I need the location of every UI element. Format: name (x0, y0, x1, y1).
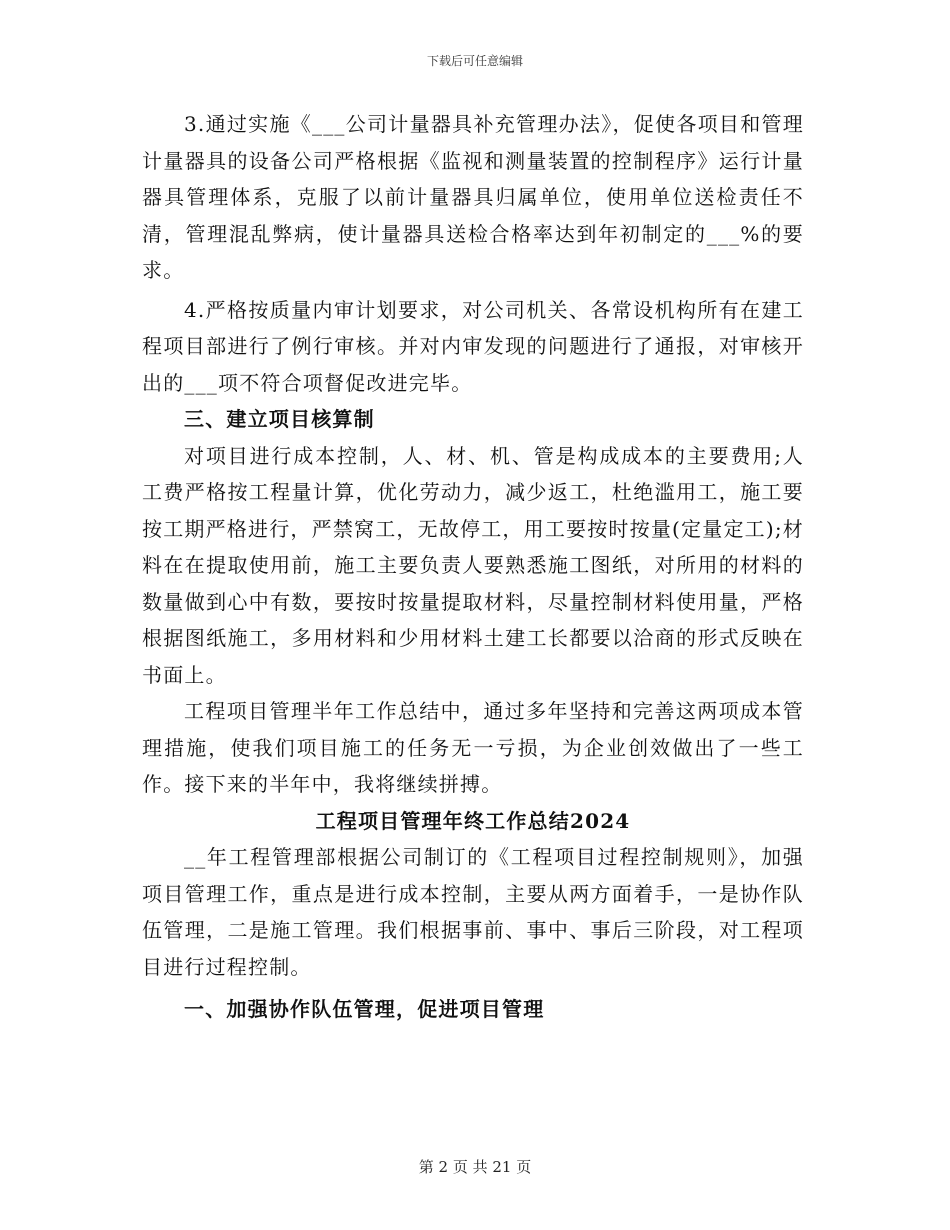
page-header: 下载后可任意编辑 (426, 54, 523, 68)
document-body (142, 106, 804, 1028)
paragraph-cost-control: 对项目进行成本控制，人、材、机、管是构成成本的主要费用;人工费严格按工程量计算，优化劳动力，减少返工，杜绝滥用工，施工要按工期严格进行，严禁窝工，无故停工，用工要按时按量(定量定工);材料在在提取使用前，施工主要负责人要熟悉施工图纸，对所用的材料的数量做到心中有数，要按时按量提取材料，尽量控制材料使用量，严格根据图纸施工，多用材料和少用材料土建工长都要以洽商的形式反映在书面上。 (142, 443, 804, 687)
section-heading-3: 三、建立项目核算制 (184, 407, 375, 431)
document-title: 工程项目管理年终工作总结2024 (315, 808, 631, 833)
page-footer: 第 2 页 共 21 页 (418, 1158, 532, 1176)
section-heading-1: 一、加强协作队伍管理，促进项目管理 (184, 997, 545, 1021)
paragraph-item-3: 3.通过实施《___公司计量器具补充管理办法》，促使各项目和管理计量器具的设备公司严格根据《监视和测量装置的控制程序》运行计量器具管理体系，克服了以前计量器具归属单位，使用单位送检责任不清，管理混乱弊病，使计量器具送检合格率达到年初制定的___%的要求。 (142, 112, 804, 282)
paragraph-item-4: 4.严格按质量内审计划要求，对公司机关、各常设机构所有在建工程项目部进行了例行审核。并对内审发现的问题进行了通报，对审核开出的___项不符合项督促改进完毕。 (142, 297, 804, 395)
paragraph-intro: __年工程管理部根据公司制订的《工程项目过程控制规则》，加强项目管理工作，重点是进行成本控制，主要从两方面着手，一是协作队伍管理，二是施工管理。我们根据事前、事中、事后三阶段，对工程项目进行过程控制。 (142, 845, 804, 979)
paragraph-half-year-summary: 工程项目管理半年工作总结中，通过多年坚持和完善这两项成本管理措施，使我们项目施工的任务无一亏损，为企业创效做出了一些工作。接下来的半年中，我将继续拼搏。 (142, 699, 804, 796)
